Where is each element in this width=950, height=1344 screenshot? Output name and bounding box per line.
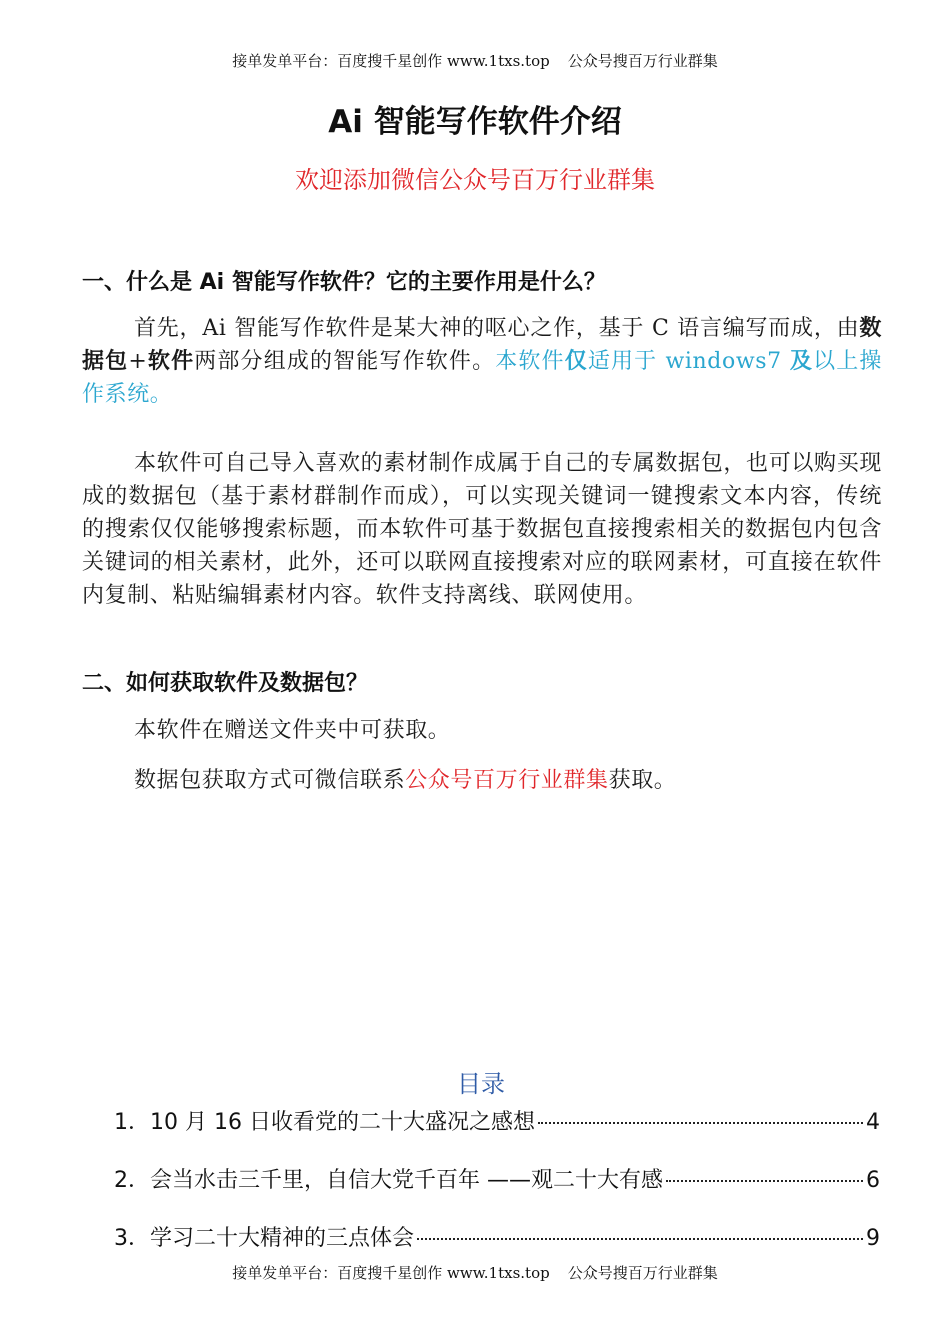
section-1-heading: 一、什么是 Ai 智能写作软件？它的主要作用是什么？ xyxy=(82,270,606,295)
toc-item-text: 会当水击三千里，自信大党千百年 ——观二十大有感 xyxy=(150,1168,663,1193)
toc-item-1[interactable] xyxy=(114,1105,880,1136)
toc-item-number: 2． xyxy=(114,1168,150,1193)
toc-title: 目录 xyxy=(457,1070,505,1098)
p2-suffix: 获取。 xyxy=(608,768,677,793)
p2-prefix: 数据包获取方式可微信联系 xyxy=(134,768,406,793)
section-1-paragraph-1 xyxy=(82,312,882,411)
document-title: Ai 智能写作软件介绍 xyxy=(328,104,622,140)
section-2-paragraph-1: 本软件在赠送文件夹中可获取。 xyxy=(134,718,451,743)
toc-item-number: 1． xyxy=(114,1110,150,1135)
p1-cyan-3: 以上操作系统。 xyxy=(82,349,882,407)
section-1-paragraph-2: 本软件可自己导入喜欢的素材制作成属于自己的专属数据包，也可以购买现成的数据包（基于素材群制作而成），可以实现关键词一键搜索文本内容，传统的搜索仅仅能够搜索标题，而本软件可基于数据包直接搜索相关的数据包内包含关键词的相关素材，此外，还可以联网直接搜索对应的联网素材，可直接在软件内复制、粘贴编辑素材内容。软件支持离线、联网使用。 xyxy=(82,451,882,608)
toc-item-page: 6 xyxy=(866,1168,880,1193)
p1-bold-data-package: 数据包 xyxy=(82,315,882,374)
toc-item-page: 9 xyxy=(866,1226,880,1251)
footer-wechat-text: 公众号搜百万行业群集 xyxy=(567,1264,718,1282)
footer-platform-text: 接单发单平台：百度搜千星创作 www.1txs.top xyxy=(232,1264,550,1282)
page-footer xyxy=(0,1262,950,1283)
header-wechat-text: 公众号搜百万行业群集 xyxy=(567,52,718,70)
section-2-heading: 二、如何获取软件及数据包？ xyxy=(82,671,369,696)
toc-dot-leader xyxy=(666,1180,863,1182)
toc-dot-leader xyxy=(417,1238,863,1240)
toc-item-page: 4 xyxy=(866,1110,880,1135)
p2-highlight: 公众号百万行业群集 xyxy=(405,768,609,793)
p1-cyan-bold-and: 及 xyxy=(789,348,814,374)
toc-item-3[interactable] xyxy=(114,1221,880,1252)
toc-item-2[interactable] xyxy=(114,1163,880,1194)
p1-plus: + xyxy=(128,349,148,374)
toc-item-text: 10 月 16 日收看党的二十大盛况之感想 xyxy=(150,1110,535,1135)
p1-bold-software: 软件 xyxy=(147,348,195,374)
page-header xyxy=(0,50,950,71)
toc-item-text: 学习二十大精神的三点体会 xyxy=(150,1226,415,1251)
toc-dot-leader xyxy=(538,1122,863,1124)
p1-text-1: 首先，Ai 智能写作软件是某大神的呕心之作，基于 C 语言编写而成，由 xyxy=(134,316,860,341)
p1-cyan-1: 本软件 xyxy=(495,349,565,374)
toc-item-number: 3． xyxy=(114,1226,150,1251)
section-2-paragraph-2 xyxy=(82,764,882,797)
document-subtitle: 欢迎添加微信公众号百万行业群集 xyxy=(295,166,655,194)
p1-cyan-2: 适用于 windows7 xyxy=(587,349,790,374)
p1-text-3: 两部分组成的智能写作软件。 xyxy=(194,349,496,374)
p1-cyan-bold-only: 仅 xyxy=(564,348,588,374)
header-platform-text: 接单发单平台：百度搜千星创作 www.1txs.top xyxy=(232,52,550,70)
